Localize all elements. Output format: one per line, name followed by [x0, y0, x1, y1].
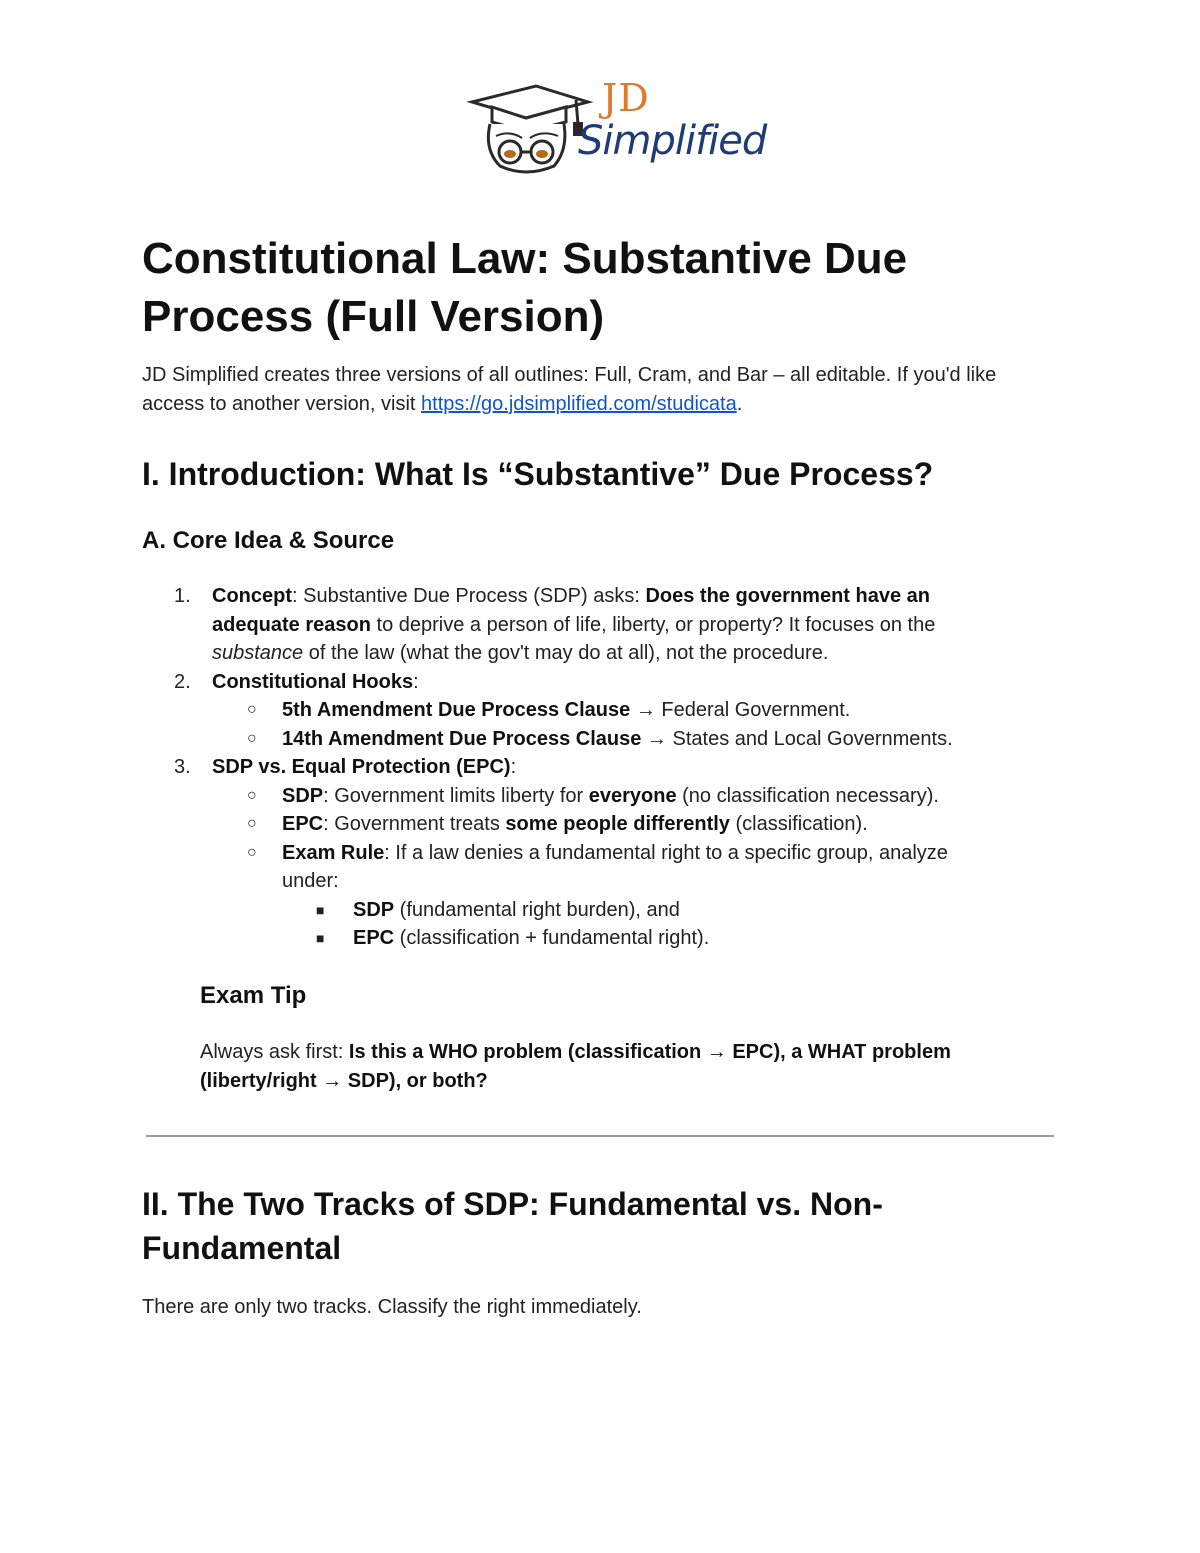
item-text: [212, 611, 935, 640]
item-text: [212, 582, 930, 611]
epc-classification-text: (classification + fundamental right).: [394, 927, 710, 949]
bullet-text: [282, 810, 868, 839]
bullet-text: [282, 696, 850, 725]
circle-bullet-icon: ○: [247, 815, 257, 832]
document-title: Constitutional Law: Substantive Due Process (Full Version): [142, 234, 908, 341]
colon: :: [510, 756, 517, 778]
exam-tip-lead: Always ask first:: [200, 1041, 349, 1063]
federal-gov: → Federal Government.: [630, 699, 851, 721]
some-people-differently: some people differently: [505, 813, 730, 835]
section-1-heading: I. Introduction: What Is “Substantive” Due Process?: [142, 456, 934, 492]
fifth-amendment: 5th Amendment Due Process Clause: [282, 699, 631, 721]
concept-text: : Substantive Due Process (SDP) asks:: [292, 585, 646, 607]
list-item-continuation: [142, 639, 1042, 668]
list-item-continuation: [142, 611, 1042, 640]
adequate-reason: adequate reason: [212, 613, 371, 636]
concept-text-3: of the law (what the gov't may do at all), not the procedure.: [303, 642, 829, 664]
sub-bullet: [142, 839, 1042, 868]
exam-rule-text: : If a law denies a fundamental right to a specific group, analyze: [384, 841, 948, 864]
item-text: [212, 753, 516, 782]
subsection-a-heading: A. Core Idea & Source: [142, 527, 395, 554]
concept-question: Does the government have an: [645, 585, 930, 607]
fourteenth-amendment: 14th Amendment Due Process Clause: [282, 727, 642, 750]
epc-label: EPC: [282, 813, 324, 835]
bullet-text: [282, 725, 953, 754]
list-item: [142, 582, 1042, 611]
list-item: [142, 668, 1042, 697]
item-number: 1.: [174, 585, 191, 607]
sub-sub-bullet: [142, 896, 1042, 925]
section-divider: [146, 1135, 1054, 1137]
section-2-body: There are only two tracks. Classify the right immediately.: [142, 1296, 642, 1318]
square-bullet-icon: ■: [316, 930, 325, 946]
sdp-label: SDP: [282, 784, 324, 807]
sdp-text-2: (no classification necessary).: [676, 784, 939, 807]
intro-period: .: [736, 393, 743, 415]
sub-bullet: [142, 810, 1042, 839]
epc-text: : Government treats: [323, 813, 506, 835]
bullet-text: [353, 924, 709, 953]
exam-rule-label: Exam Rule: [282, 841, 385, 864]
epc-label: EPC: [353, 927, 395, 949]
core-idea-list: [142, 582, 1042, 953]
sdp-burden-text: (fundamental right burden), and: [394, 898, 680, 921]
item-text: [212, 639, 828, 668]
exam-tip-question: Is this a WHO problem (classification → EPC), a WHAT problem (liberty/right → SDP), or both?: [200, 1041, 951, 1092]
sub-bullet: [142, 725, 1042, 754]
list-item: [142, 753, 1042, 782]
circle-bullet-icon: ○: [247, 843, 257, 861]
exam-tip-heading: Exam Tip: [200, 982, 307, 1009]
intro-paragraph: [142, 361, 1042, 419]
sdp-text: : Government limits liberty for: [323, 784, 589, 807]
bullet-text: [353, 896, 680, 925]
circle-bullet-icon: ○: [247, 701, 257, 718]
sdp-vs-epc-label: SDP vs. Equal Protection (EPC): [212, 756, 511, 778]
sub-bullet: [142, 782, 1042, 811]
intro-text: JD Simplified creates three versions of all outlines: Full, Cram, and Bar – all editable. If you'd like access to another version, visit: [142, 364, 997, 415]
item-text: [212, 668, 419, 697]
logo-simplified-text: Simplified: [578, 118, 767, 164]
sub-bullet-continuation: [142, 867, 1042, 896]
section-2-heading: II. The Two Tracks of SDP: Fundamental vs. Non-Fundamental: [142, 1186, 883, 1266]
studicata-link[interactable]: https://go.jdsimplified.com/studicata: [421, 393, 737, 415]
item-number: 3.: [174, 756, 191, 778]
state-gov: → States and Local Governments.: [641, 727, 953, 750]
hooks-label: Constitutional Hooks: [212, 670, 414, 693]
bullet-text: [282, 839, 948, 868]
concept-label: Concept: [212, 585, 292, 607]
concept-text-2: to deprive a person of life, liberty, or property? It focuses on the: [370, 613, 936, 636]
substance-word: substance: [212, 642, 304, 664]
everyone: everyone: [588, 784, 677, 807]
epc-text-2: (classification).: [729, 813, 868, 835]
sub-bullet: [142, 696, 1042, 725]
exam-tip-body: [200, 1038, 960, 1096]
sdp-label: SDP: [353, 898, 395, 921]
square-bullet-icon: ■: [316, 901, 325, 918]
bullet-text: [282, 782, 939, 811]
bullet-text: under:: [282, 870, 339, 892]
circle-bullet-icon: ○: [247, 786, 257, 804]
sub-sub-bullet: [142, 924, 1042, 953]
logo-jd-text: JD: [602, 76, 650, 120]
item-number: 2.: [174, 670, 191, 693]
circle-bullet-icon: ○: [247, 729, 257, 747]
colon: :: [413, 670, 419, 693]
